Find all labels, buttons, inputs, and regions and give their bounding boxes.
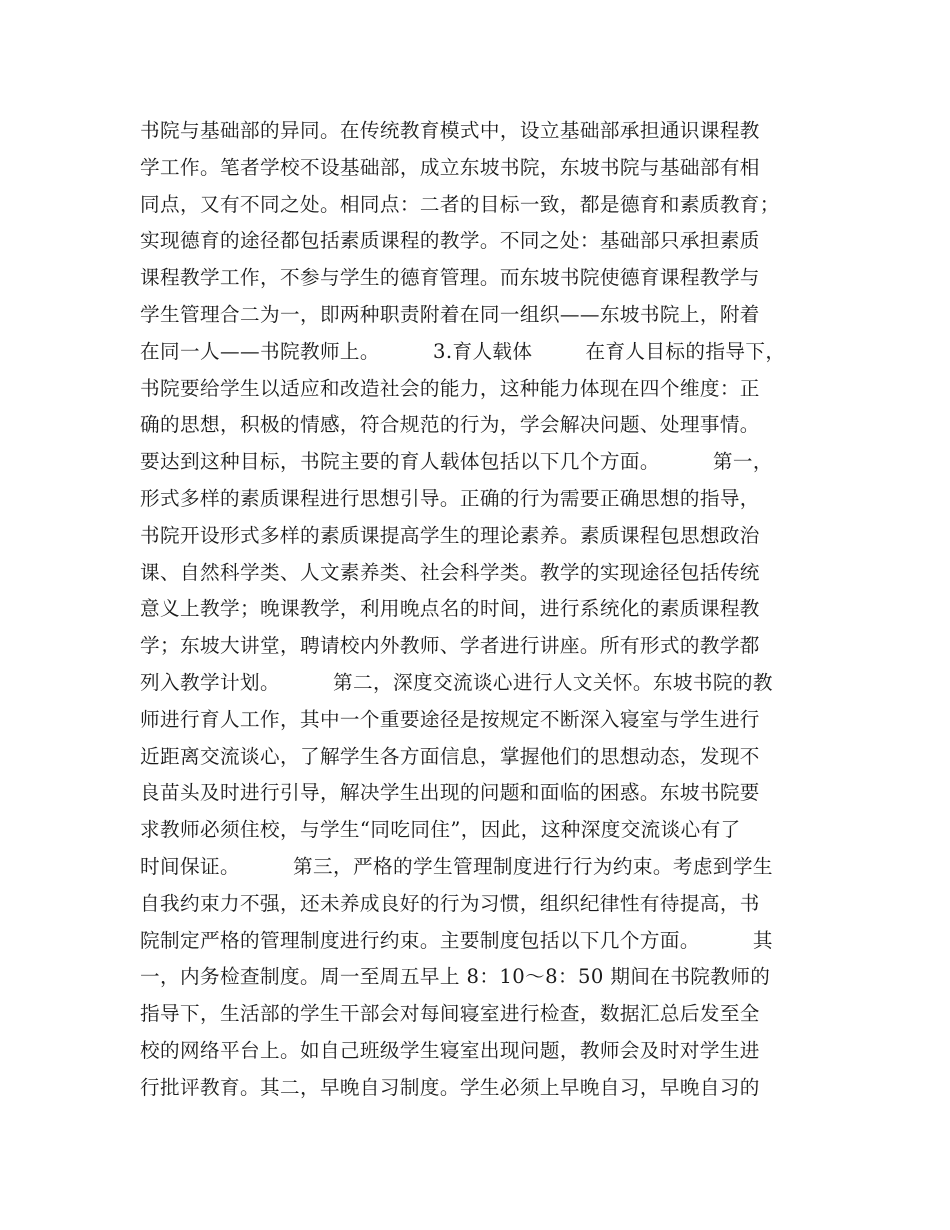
text-line: 师进行育人工作，其中一个重要途径是按规定不断深入寝室与学生进行	[140, 707, 760, 731]
text-line: 要达到这种目标，书院主要的育人载体包括以下几个方面。 第一，	[140, 450, 773, 474]
text-line: 近距离交流谈心，了解学生各方面信息，掌握他们的思想动态，发现不	[140, 744, 760, 768]
text-line: 行批评教育。其二，早晚自习制度。学生必须上早晚自习，早晚自习的	[140, 1075, 760, 1099]
text-line: 课程教学工作，不参与学生的德育管理。而东坡书院使德育课程教学与	[140, 266, 760, 290]
text-line: 指导下，生活部的学生干部会对每间寝室进行检查，数据汇总后发至全	[140, 1002, 760, 1026]
text-line: 实现德育的途径都包括素质课程的教学。不同之处：基础部只承担素质	[140, 229, 760, 253]
text-line: 课、自然科学类、人文素养类、社会科学类。教学的实现途径包括传统	[140, 560, 760, 584]
text-line: 同点，又有不同之处。相同点：二者的目标一致，都是德育和素质教育；	[140, 192, 780, 216]
text-line: 院制定严格的管理制度进行约束。主要制度包括以下几个方面。 其	[140, 928, 773, 952]
text-line: 学生管理合二为一，即两种职责附着在同一组织——东坡书院上，附着	[140, 302, 760, 326]
text-line: 书院与基础部的异同。在传统教育模式中，设立基础部承担通识课程教	[140, 119, 760, 142]
body-text	[140, 113, 820, 1107]
text-line: 一，内务检查制度。周一至周五早上 8：10～8：50 期间在书院教师的	[140, 965, 771, 989]
text-line: 时间保证。 第三，严格的学生管理制度进行行为约束。考虑到学生	[140, 854, 773, 878]
text-line: 形式多样的素质课程进行思想引导。正确的行为需要正确思想的指导，	[140, 486, 760, 510]
text-line: 书院要给学生以适应和改造社会的能力，这种能力体现在四个维度：正	[140, 376, 760, 400]
text-line: 书院开设形式多样的素质课提高学生的理论素养。素质课程包思想政治	[140, 523, 760, 547]
text-line: 校的网络平台上。如自己班级学生寝室出现问题，教师会及时对学生进	[140, 1038, 760, 1062]
text-line: 列入教学计划。 第二，深度交流谈心进行人文关怀。东坡书院的教	[140, 670, 773, 694]
text-line: 确的思想，积极的情感，符合规范的行为，学会解决问题、处理事情。	[140, 413, 760, 437]
text-line: 学；东坡大讲堂，聘请校内外教师、学者进行讲座。所有形式的教学都	[140, 634, 760, 658]
text-line: 求教师必须住校，与学生“同吃同住”，因此，这种深度交流谈心有了	[140, 818, 741, 842]
text-line: 在同一人——书院教师上。 3.育人载体 在育人目标的指导下，	[140, 339, 786, 363]
text-line: 自我约束力不强，还未养成良好的行为习惯，组织纪律性有待提高，书	[140, 891, 760, 915]
text-line: 学工作。笔者学校不设基础部，成立东坡书院，东坡书院与基础部有相	[140, 155, 760, 179]
text-line: 良苗头及时进行引导，解决学生出现的问题和面临的困惑。东坡书院要	[140, 781, 760, 805]
text-line: 意义上教学；晚课教学，利用晚点名的时间，进行系统化的素质课程教	[140, 597, 760, 621]
